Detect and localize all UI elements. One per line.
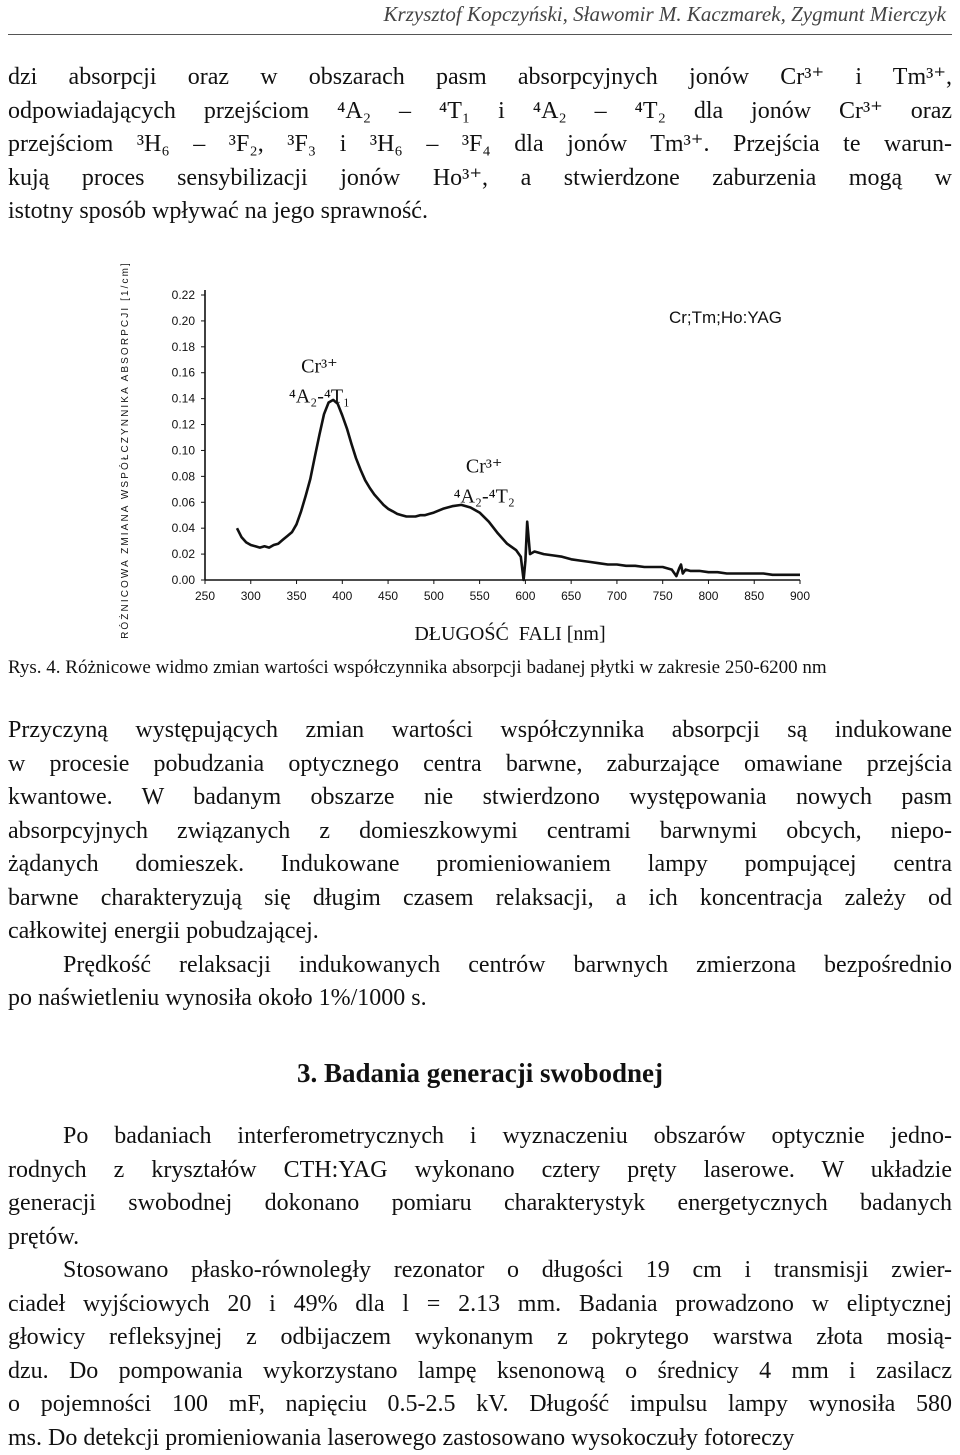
chart-title: Cr;Tm;Ho:YAG [669,308,782,327]
y-tick-label: 0.20 [172,314,196,328]
transition-annotation-ion: Cr³⁺ [301,356,338,378]
transition-annotation-levels: ⁴A₂-⁴T₂ [454,485,515,507]
x-tick-label: 650 [561,589,581,603]
x-tick-label: 350 [287,589,307,603]
x-tick-label: 450 [378,589,398,603]
y-tick-label: 0.10 [172,443,196,457]
header-rule [8,34,952,35]
x-tick-label: 850 [744,589,764,603]
x-tick-label: 400 [332,589,352,603]
text-line: o pojemności 100 mF, napięciu 0.5-2.5 kV. Długość impulsu lampy wynosiła 580 [8,1388,952,1422]
y-axis-label: RÓŻNICOWA ZMIANA WSPÓŁCZYNNIKA ABSORPCJI [1/cm] [118,261,131,639]
text-line: Przyczyną występujących zmian wartości współczynnika absorpcji są indukowane [8,714,952,748]
text-line: przejściom ³H₆ – ³F₂, ³F₃ i ³H₆ – ³F₄ dla jonów Tm³⁺. Przejścia te warun- [8,128,952,162]
x-tick-label: 750 [653,589,673,603]
text-line: głowicy refleksyjnej z odbijaczem wykonanym z pokrytego warstwa złota mosią- [8,1321,952,1355]
y-tick-label: 0.12 [172,418,196,432]
y-tick-label: 0.08 [172,469,196,483]
x-tick-label: 250 [195,589,215,603]
spectrum-line [237,400,800,580]
y-tick-label: 0.04 [172,521,196,535]
x-axis-label: DŁUGOŚĆ FALI [nm] [414,621,605,645]
intro-paragraph [8,61,952,229]
text-line: po naświetleniu wynosiła około 1%/1000 s. [8,982,952,1016]
text-line: istotny sposób wpływać na jego sprawność. [8,195,952,229]
text-line: ciadeł wyjściowych 20 i 49% dla l = 2.13 mm. Badania prowadzono w eliptycznej [8,1288,952,1322]
section-heading: 3. Badania generacji swobodnej [0,1058,960,1089]
absorption-chart [110,250,830,660]
text-line: prętów. [8,1221,952,1255]
absorption-spectrum-figure [110,250,830,660]
text-line: Stosowano płasko-równoległy rezonator o długości 19 cm i transmisji zwier- [8,1254,952,1288]
x-tick-label: 900 [790,589,810,603]
text-line: w procesie pobudzania optycznego centra barwne, zaburzające omawiane przejścia [8,748,952,782]
y-tick-label: 0.00 [172,573,196,587]
text-line: ms. Do detekcji promieniowania laserowego zastosowano wysokoczuły fotoreczy [8,1422,952,1455]
text-line: dzu. Do pompowania wykorzystano lampę ksenonową o średnicy 4 mm i zasilacz [8,1355,952,1389]
y-tick-label: 0.02 [172,547,196,561]
text-line: Po badaniach interferometrycznych i wyznaczeniu obszarów optycznie jedno- [8,1120,952,1154]
text-line: żądanych domieszek. Indukowane promieniowaniem lampy pompującej centra [8,848,952,882]
y-tick-label: 0.14 [172,392,196,406]
text-line: absorpcyjnych związanych z domieszkowymi centrami barwnymi obcych, niepo- [8,815,952,849]
figure-caption: Rys. 4. Różnicowe widmo zmian wartości współczynnika absorpcji badanej płytki w zakresie 250-6200 nm [8,657,948,679]
x-tick-label: 500 [424,589,444,603]
x-tick-label: 600 [515,589,535,603]
y-tick-label: 0.16 [172,366,196,380]
text-line: odpowiadających przejściom ⁴A₂ – ⁴T₁ i ⁴A₂ – ⁴T₂ dla jonów Cr³⁺ oraz [8,95,952,129]
x-tick-label: 800 [698,589,718,603]
text-line: kują proces sensybilizacji jonów Ho³⁺, a stwierdzone zaburzenia mogą w [8,162,952,196]
x-tick-label: 550 [470,589,490,603]
x-tick-label: 300 [241,589,261,603]
text-line: Prędkość relaksacji indukowanych centrów barwnych zmierzona bezpośrednio [8,949,952,983]
transition-annotation-levels: ⁴A₂-⁴T₁ [289,386,350,408]
body-paragraph-2 [8,1120,952,1455]
text-line: całkowitej energii pobudzającej. [8,915,952,949]
text-line: generacji swobodnej dokonano pomiaru charakterystyk energetycznych badanych [8,1187,952,1221]
y-tick-label: 0.06 [172,495,196,509]
text-line: dzi absorpcji oraz w obszarach pasm absorpcyjnych jonów Cr³⁺ i Tm³⁺, [8,61,952,95]
y-tick-label: 0.22 [172,288,196,302]
body-paragraph-1 [8,714,952,1016]
transition-annotation-ion: Cr³⁺ [466,455,503,477]
x-tick-label: 700 [607,589,627,603]
text-line: barwne charakteryzują się długim czasem relaksacji, a ich koncentracja zależy od [8,882,952,916]
text-line: rodnych z kryształów CTH:YAG wykonano cztery pręty laserowe. W układzie [8,1154,952,1188]
y-tick-label: 0.18 [172,340,196,354]
running-header: Krzysztof Kopczyński, Sławomir M. Kaczmarek, Zygmunt Mierczyk [0,2,946,27]
text-line: kwantowe. W badanym obszarze nie stwierdzono występowania nowych pasm [8,781,952,815]
